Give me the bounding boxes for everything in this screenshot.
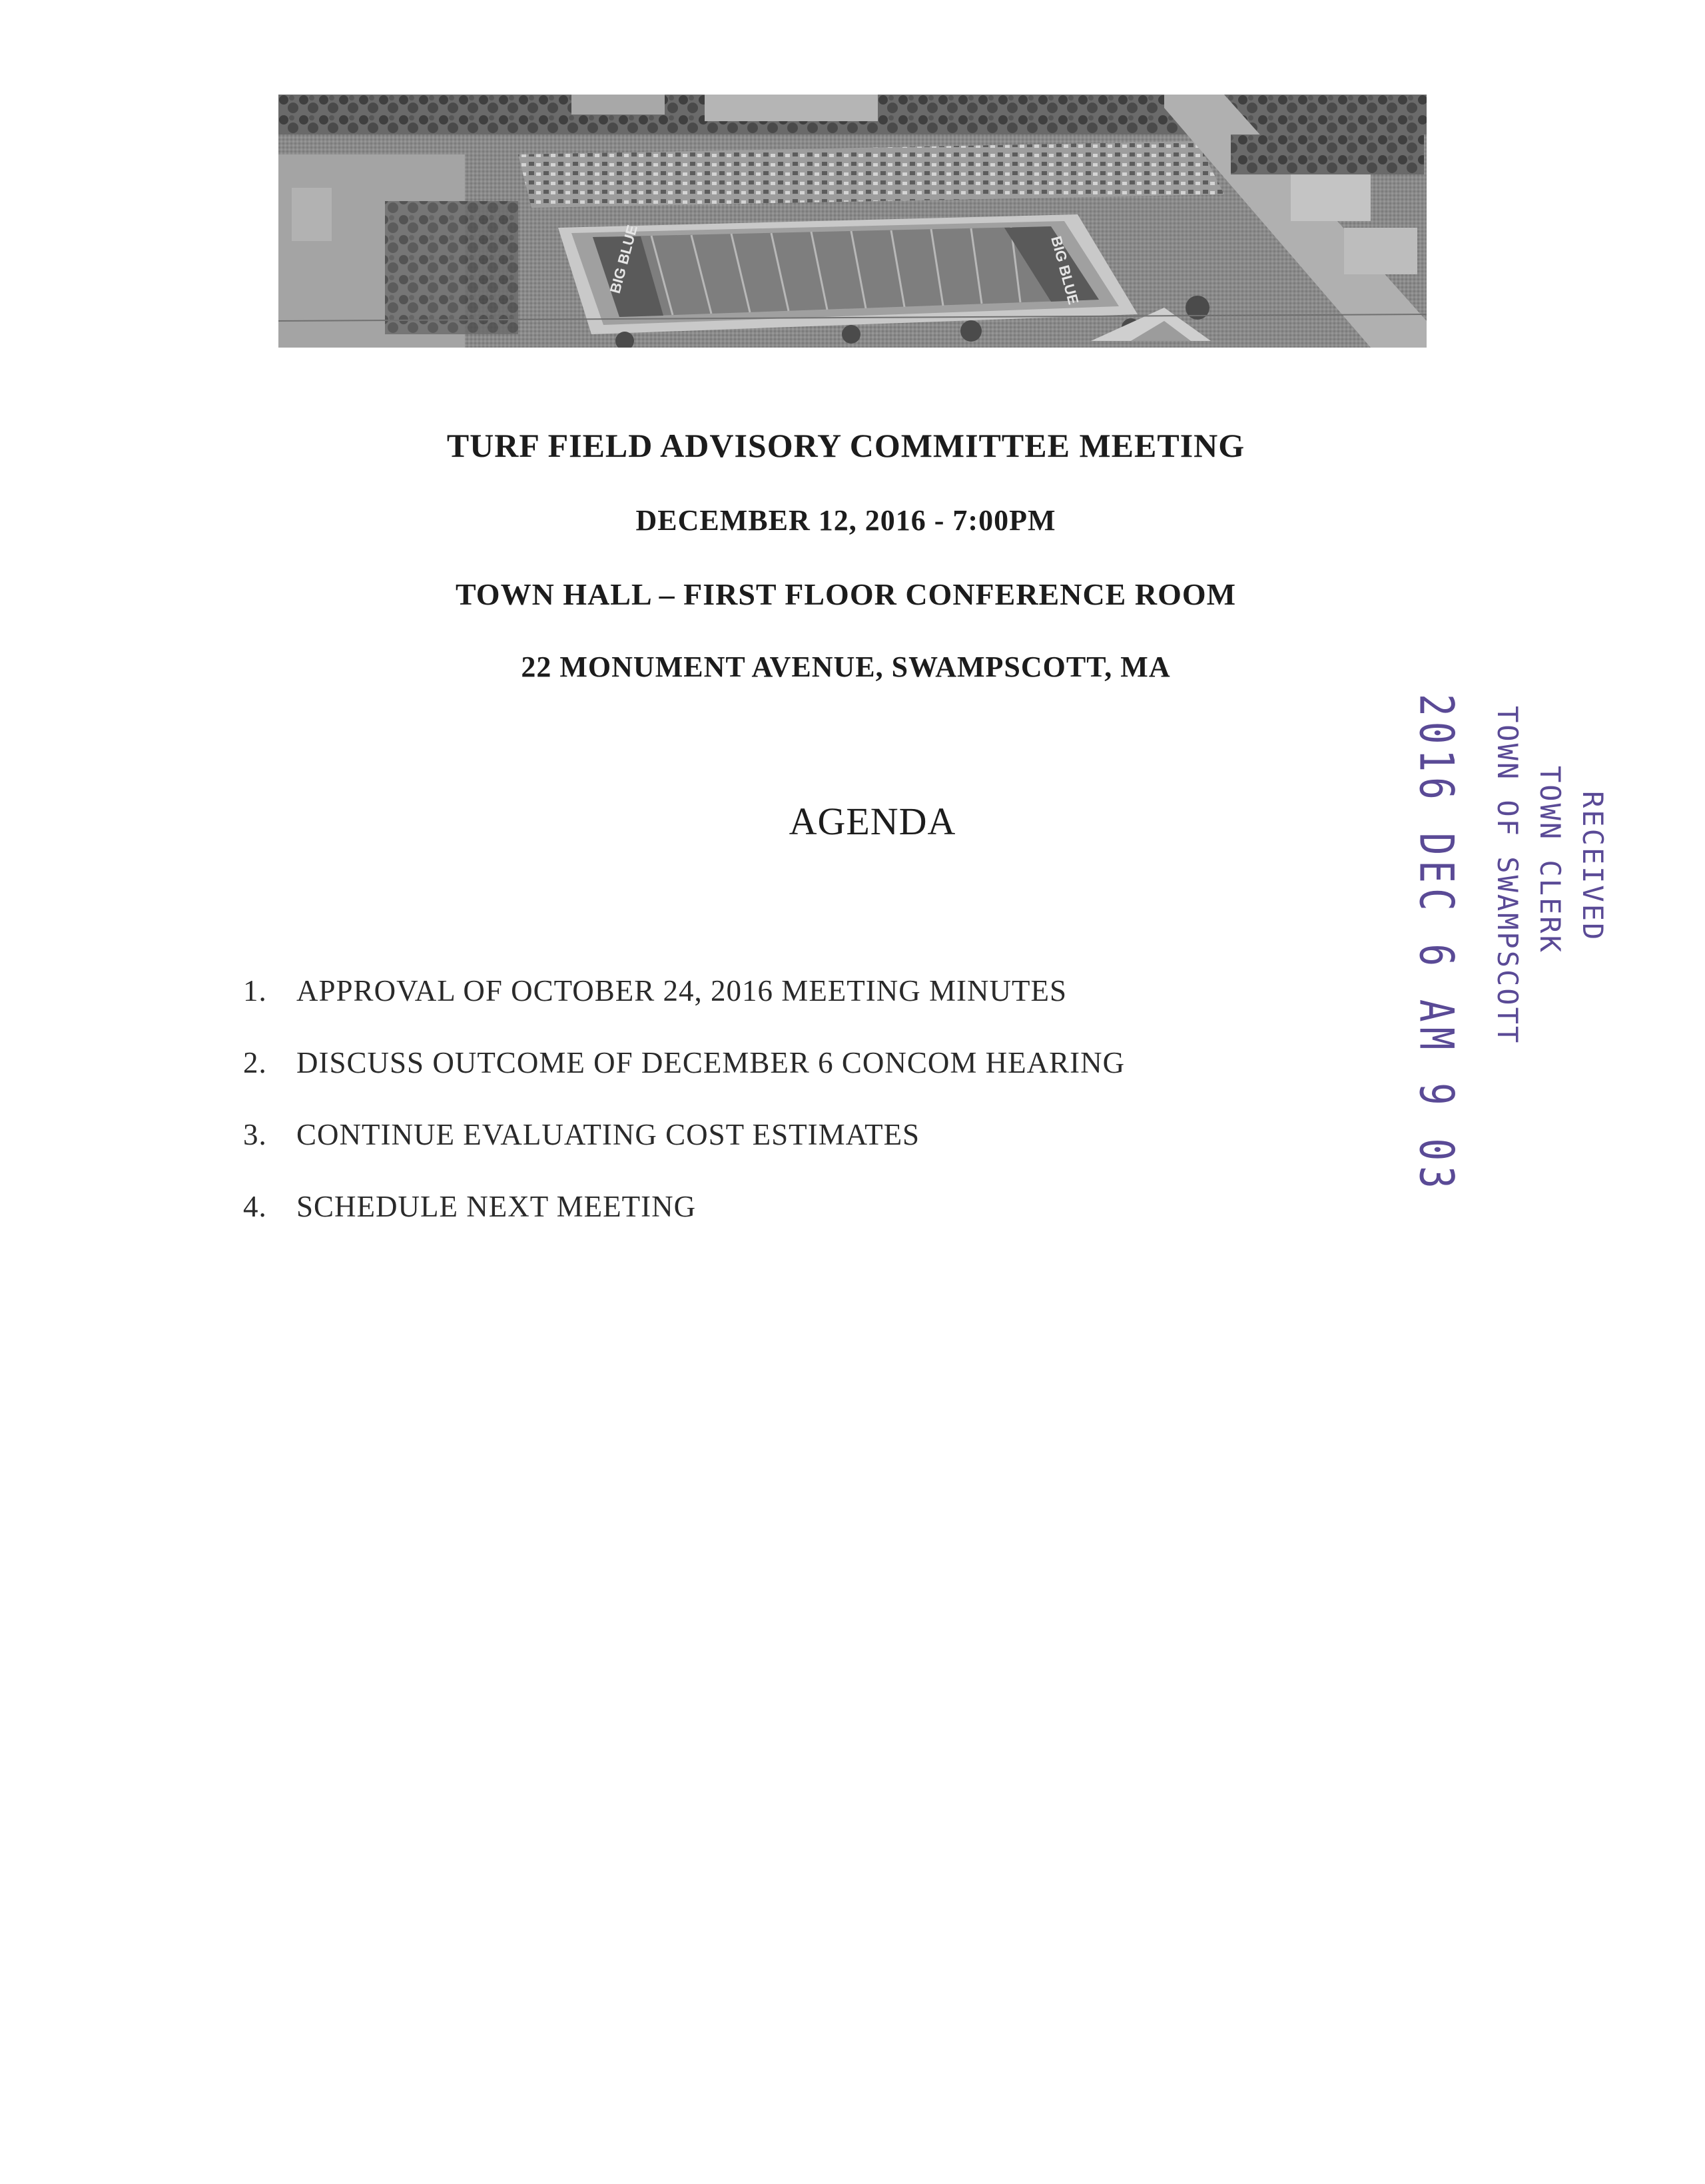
agenda-item — [243, 1189, 1125, 1261]
aerial-photo-illustration — [278, 95, 1427, 348]
agenda-item-number: 4. — [243, 1190, 267, 1223]
agenda-list — [243, 973, 1125, 1261]
agenda-item-text: SCHEDULE NEXT MEETING — [296, 1190, 697, 1223]
agenda-item-text: APPROVAL OF OCTOBER 24, 2016 MEETING MINUTES — [296, 974, 1068, 1007]
agenda-item-number: 1. — [243, 974, 267, 1007]
agenda-heading: AGENDA — [789, 800, 956, 843]
meeting-title: TURF FIELD ADVISORY COMMITTEE MEETING — [446, 427, 1245, 464]
agenda-item-number: 3. — [243, 1118, 267, 1151]
agenda-item — [243, 973, 1125, 1045]
field-endzone-text-right: BIG BLUE — [1048, 234, 1082, 306]
stamp-office-label: TOWN CLERK — [1534, 766, 1566, 954]
agenda-item-text: DISCUSS OUTCOME OF DECEMBER 6 CONCOM HEARING — [296, 1046, 1126, 1079]
stamp-town-label: TOWN OF SWAMPSCOTT — [1491, 706, 1524, 1045]
received-stamp — [1372, 692, 1632, 1194]
agenda-item-number: 2. — [243, 1046, 267, 1079]
stamp-date: 2016 DEC 6 AM 9 03 — [1408, 694, 1463, 1194]
meeting-address: 22 MONUMENT AVENUE, SWAMPSCOTT, MA — [521, 651, 1171, 683]
agenda-item — [243, 1045, 1125, 1117]
agenda-item-text: CONTINUE EVALUATING COST ESTIMATES — [296, 1118, 920, 1151]
aerial-field-photo — [278, 95, 1427, 348]
stamp-received-label: RECEIVED — [1576, 791, 1609, 942]
meeting-date-time: DECEMBER 12, 2016 - 7:00PM — [635, 504, 1056, 537]
agenda-item — [243, 1117, 1125, 1189]
received-stamp-text-block — [1372, 692, 1632, 1194]
field-endzone-text-left: BIG BLUE — [606, 223, 641, 296]
meeting-location: TOWN HALL – FIRST FLOOR CONFERENCE ROOM — [455, 577, 1237, 611]
